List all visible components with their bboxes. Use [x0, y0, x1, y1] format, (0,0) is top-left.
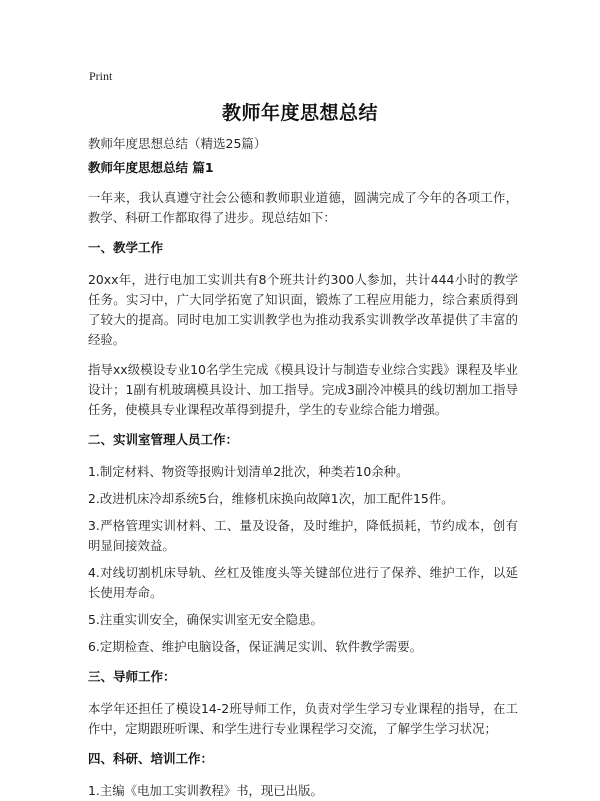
- document-subtitle: 教师年度思想总结（精选25篇）: [88, 136, 267, 151]
- list-item: 1.制定材料、物资等报购计划清单2批次，种类若10余种。: [88, 464, 409, 479]
- paragraph: 指导xx级模设专业10名学生完成《模具设计与制造专业综合实践》课程及毕业设计；1副有机玻璃模具设计、加工指导。完成3副冷冲模具的线切割加工指导任务，使模具专业课程改革得到提升，学生的专业综合能力增强。: [88, 362, 518, 417]
- list-item: 2.改进机床冷却系统5台，维修机床换向故障1次，加工配件15件。: [88, 491, 454, 506]
- section-heading-lab-management: 二、实训室管理人员工作：: [88, 432, 239, 447]
- article-heading: 教师年度思想总结 篇1: [88, 160, 214, 175]
- list-item: 6.定期检查、维护电脑设备，保证满足实训、软件教学需要。: [88, 639, 422, 654]
- paragraph: 本学年还担任了模设14-2班导师工作，负责对学生学习专业课程的指导，在工作中，定期跟班听课、和学生进行专业课程学习交流，了解学生学习状况；: [88, 701, 518, 736]
- list-item: 5.注重实训安全，确保实训室无安全隐患。: [88, 612, 323, 627]
- list-item: 4.对线切割机床导轨、丝杠及锥度头等关键部位进行了保养、维护工作，以延长使用寿命。: [88, 565, 518, 600]
- section-heading-research: 四、科研、培训工作：: [88, 751, 214, 766]
- section-heading-mentor: 三、导师工作：: [88, 669, 176, 684]
- list-item: 1.主编《电加工实训教程》书，现已出版。: [88, 783, 323, 798]
- print-link[interactable]: Print: [89, 69, 113, 83]
- article-body: [88, 158, 518, 801]
- page-title: 教师年度思想总结: [221, 102, 378, 124]
- list-item: 3.严格管理实训材料、工、量及设备，及时维护，降低损耗，节约成本，创有明显间接效益。: [88, 518, 518, 553]
- intro-paragraph: 一年来，我认真遵守社会公德和教师职业道德，圆满完成了今年的各项工作，教学、科研工作都取得了进步。现总结如下：: [88, 190, 518, 225]
- paragraph: 20xx年，进行电加工实训共有8个班共计约300人参加，共计444小时的教学任务。实习中，广大同学拓宽了知识面，锻炼了工程应用能力，综合素质得到了较大的提高。同时电加工实训教学也为推动我系实训教学改革提供了丰富的经验。: [88, 272, 518, 347]
- section-heading-teaching: 一、教学工作: [88, 240, 164, 255]
